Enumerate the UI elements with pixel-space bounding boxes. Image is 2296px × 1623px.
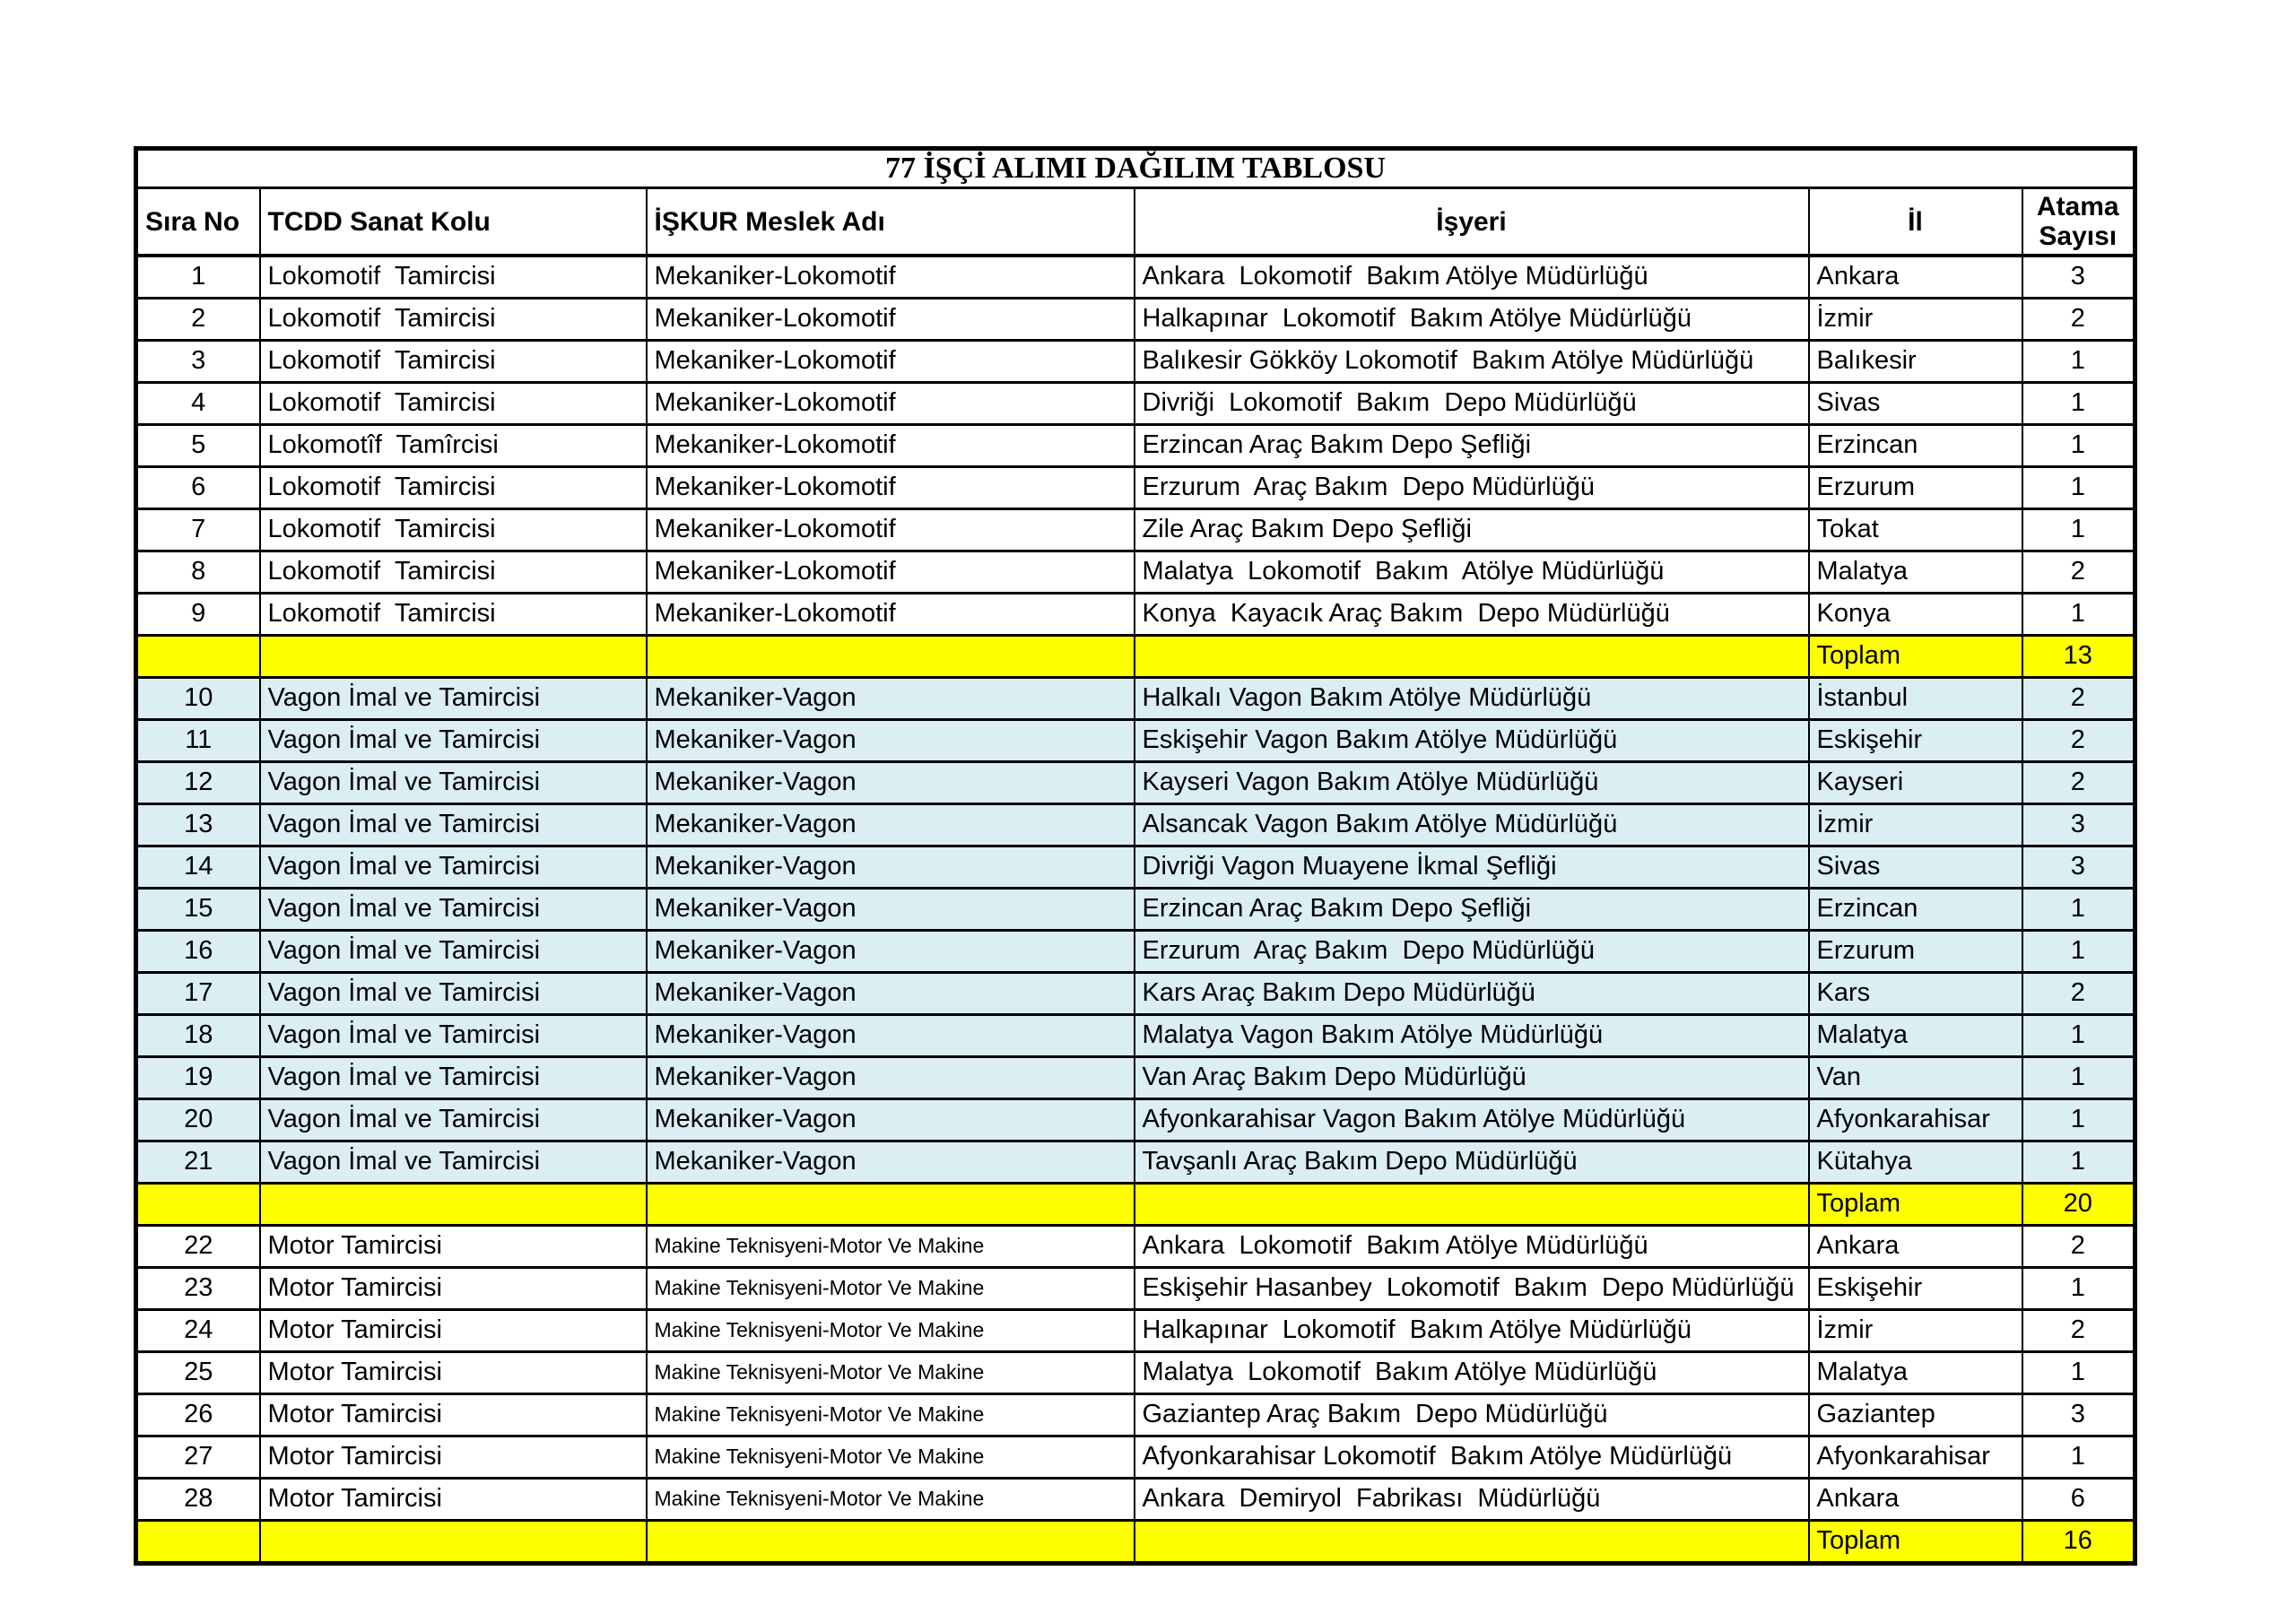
distribution-table <box>134 146 2137 1566</box>
cell-il: İstanbul <box>1809 678 2022 720</box>
title-row <box>136 149 2135 188</box>
cell-isyeri: Afyonkarahisar Vagon Bakım Atölye Müdürlüğü <box>1135 1099 1809 1141</box>
cell-iskur: Mekaniker-Vagon <box>647 1015 1135 1057</box>
cell-il: Erzurum <box>1809 467 2022 509</box>
cell-atama: 1 <box>2022 383 2135 425</box>
cell-il: Ankara <box>1809 1226 2022 1268</box>
cell-il: Balıkesir <box>1809 341 2022 383</box>
cell-iskur: Mekaniker-Lokomotif <box>647 594 1135 636</box>
header-row <box>136 188 2135 256</box>
table-row <box>136 931 2135 973</box>
cell-tcdd-empty <box>260 636 647 678</box>
cell-isyeri-empty <box>1135 1521 1809 1564</box>
cell-atama: 1 <box>2022 1352 2135 1394</box>
cell-iskur: Mekaniker-Lokomotif <box>647 383 1135 425</box>
cell-tcdd: Vagon İmal ve Tamircisi <box>260 1141 647 1184</box>
cell-tcdd: Lokomotif Tamircisi <box>260 383 647 425</box>
cell-tcdd: Vagon İmal ve Tamircisi <box>260 1099 647 1141</box>
cell-tcdd: Vagon İmal ve Tamircisi <box>260 720 647 762</box>
cell-isyeri: Erzurum Araç Bakım Depo Müdürlüğü <box>1135 467 1809 509</box>
cell-sira-empty <box>136 1184 260 1226</box>
cell-il: Erzurum <box>1809 931 2022 973</box>
cell-isyeri: Kayseri Vagon Bakım Atölye Müdürlüğü <box>1135 762 1809 804</box>
cell-iskur: Mekaniker-Vagon <box>647 678 1135 720</box>
cell-il: Tokat <box>1809 509 2022 551</box>
cell-il: Kayseri <box>1809 762 2022 804</box>
cell-sira: 21 <box>136 1141 260 1184</box>
cell-il: Kars <box>1809 973 2022 1015</box>
cell-sira: 2 <box>136 299 260 341</box>
cell-isyeri: Malatya Lokomotif Bakım Atölye Müdürlüğü <box>1135 551 1809 594</box>
cell-il: Malatya <box>1809 1352 2022 1394</box>
cell-sira: 17 <box>136 973 260 1015</box>
cell-isyeri: Van Araç Bakım Depo Müdürlüğü <box>1135 1057 1809 1099</box>
cell-sira: 11 <box>136 720 260 762</box>
cell-iskur: Mekaniker-Vagon <box>647 846 1135 889</box>
cell-iskur: Mekaniker-Lokomotif <box>647 299 1135 341</box>
cell-iskur: Makine Teknisyeni-Motor Ve Makine <box>647 1436 1135 1479</box>
cell-il: Kütahya <box>1809 1141 2022 1184</box>
cell-tcdd: Motor Tamircisi <box>260 1436 647 1479</box>
total-value: 20 <box>2022 1184 2135 1226</box>
total-row <box>136 636 2135 678</box>
cell-atama: 3 <box>2022 846 2135 889</box>
cell-tcdd: Lokomotif Tamircisi <box>260 299 647 341</box>
cell-atama: 1 <box>2022 341 2135 383</box>
table-row <box>136 256 2135 299</box>
table-row <box>136 1310 2135 1352</box>
cell-isyeri: Gaziantep Araç Bakım Depo Müdürlüğü <box>1135 1394 1809 1436</box>
cell-il: Sivas <box>1809 846 2022 889</box>
total-label: Toplam <box>1809 1521 2022 1564</box>
cell-tcdd: Vagon İmal ve Tamircisi <box>260 678 647 720</box>
cell-atama: 3 <box>2022 256 2135 299</box>
table-row <box>136 846 2135 889</box>
cell-atama: 1 <box>2022 1141 2135 1184</box>
cell-iskur-empty <box>647 1184 1135 1226</box>
table-row <box>136 1099 2135 1141</box>
cell-il: İzmir <box>1809 804 2022 846</box>
cell-sira-empty <box>136 1521 260 1564</box>
cell-sira: 20 <box>136 1099 260 1141</box>
cell-tcdd: Vagon İmal ve Tamircisi <box>260 973 647 1015</box>
cell-tcdd-empty <box>260 1521 647 1564</box>
cell-iskur: Mekaniker-Lokomotif <box>647 425 1135 467</box>
cell-il: Ankara <box>1809 1479 2022 1521</box>
table-row <box>136 467 2135 509</box>
cell-isyeri-empty <box>1135 1184 1809 1226</box>
cell-tcdd: Vagon İmal ve Tamircisi <box>260 846 647 889</box>
table-row <box>136 762 2135 804</box>
cell-sira: 22 <box>136 1226 260 1268</box>
cell-sira: 27 <box>136 1436 260 1479</box>
cell-tcdd: Lokomotif Tamircisi <box>260 256 647 299</box>
table-row <box>136 1268 2135 1310</box>
cell-atama: 2 <box>2022 1310 2135 1352</box>
cell-atama: 6 <box>2022 1479 2135 1521</box>
table-row <box>136 1141 2135 1184</box>
table-row <box>136 1352 2135 1394</box>
cell-atama: 2 <box>2022 762 2135 804</box>
cell-tcdd-empty <box>260 1184 647 1226</box>
cell-iskur: Makine Teknisyeni-Motor Ve Makine <box>647 1394 1135 1436</box>
cell-atama: 2 <box>2022 299 2135 341</box>
cell-sira: 7 <box>136 509 260 551</box>
cell-tcdd: Lokomotîf Tamîrcisi <box>260 425 647 467</box>
table-row <box>136 551 2135 594</box>
col-header-tcdd-sanat-kolu: TCDD Sanat Kolu <box>260 188 647 256</box>
cell-il: Afyonkarahisar <box>1809 1099 2022 1141</box>
cell-sira: 6 <box>136 467 260 509</box>
cell-isyeri: Ankara Demiryol Fabrikası Müdürlüğü <box>1135 1479 1809 1521</box>
page-title: 77 İŞÇİ ALIMI DAĞILIM TABLOSU <box>136 149 2135 188</box>
cell-atama: 2 <box>2022 720 2135 762</box>
cell-il: Van <box>1809 1057 2022 1099</box>
cell-iskur: Mekaniker-Vagon <box>647 762 1135 804</box>
cell-atama: 1 <box>2022 425 2135 467</box>
cell-il: Konya <box>1809 594 2022 636</box>
cell-iskur: Makine Teknisyeni-Motor Ve Makine <box>647 1310 1135 1352</box>
table-row <box>136 594 2135 636</box>
cell-atama: 2 <box>2022 1226 2135 1268</box>
cell-atama: 2 <box>2022 551 2135 594</box>
table-row <box>136 804 2135 846</box>
cell-isyeri: Konya Kayacık Araç Bakım Depo Müdürlüğü <box>1135 594 1809 636</box>
table-body <box>136 149 2135 1564</box>
cell-sira: 4 <box>136 383 260 425</box>
cell-iskur: Mekaniker-Vagon <box>647 1057 1135 1099</box>
cell-sira: 14 <box>136 846 260 889</box>
table-row <box>136 509 2135 551</box>
cell-sira: 1 <box>136 256 260 299</box>
cell-sira: 15 <box>136 889 260 931</box>
cell-tcdd: Vagon İmal ve Tamircisi <box>260 1057 647 1099</box>
cell-sira: 19 <box>136 1057 260 1099</box>
cell-iskur: Makine Teknisyeni-Motor Ve Makine <box>647 1268 1135 1310</box>
cell-sira-empty <box>136 636 260 678</box>
col-header-iskur-meslek-adi: İŞKUR Meslek Adı <box>647 188 1135 256</box>
cell-atama: 1 <box>2022 1015 2135 1057</box>
cell-iskur: Mekaniker-Vagon <box>647 1141 1135 1184</box>
cell-tcdd: Lokomotif Tamircisi <box>260 594 647 636</box>
cell-tcdd: Lokomotif Tamircisi <box>260 551 647 594</box>
total-row <box>136 1184 2135 1226</box>
cell-isyeri: Halkalı Vagon Bakım Atölye Müdürlüğü <box>1135 678 1809 720</box>
cell-tcdd: Motor Tamircisi <box>260 1479 647 1521</box>
cell-sira: 10 <box>136 678 260 720</box>
cell-tcdd: Motor Tamircisi <box>260 1352 647 1394</box>
table-row <box>136 720 2135 762</box>
cell-atama: 1 <box>2022 931 2135 973</box>
total-value: 13 <box>2022 636 2135 678</box>
cell-iskur: Makine Teknisyeni-Motor Ve Makine <box>647 1479 1135 1521</box>
cell-tcdd: Lokomotif Tamircisi <box>260 509 647 551</box>
cell-sira: 18 <box>136 1015 260 1057</box>
cell-il: Afyonkarahisar <box>1809 1436 2022 1479</box>
cell-il: Erzincan <box>1809 889 2022 931</box>
cell-isyeri: Kars Araç Bakım Depo Müdürlüğü <box>1135 973 1809 1015</box>
cell-isyeri: Divriği Lokomotif Bakım Depo Müdürlüğü <box>1135 383 1809 425</box>
cell-atama: 1 <box>2022 594 2135 636</box>
cell-tcdd: Vagon İmal ve Tamircisi <box>260 762 647 804</box>
cell-isyeri: Eskişehir Vagon Bakım Atölye Müdürlüğü <box>1135 720 1809 762</box>
col-header-atama-sayisi: Atama Sayısı <box>2022 188 2135 256</box>
cell-tcdd: Vagon İmal ve Tamircisi <box>260 889 647 931</box>
col-header-sira-no: Sıra No <box>136 188 260 256</box>
cell-isyeri: Malatya Lokomotif Bakım Atölye Müdürlüğü <box>1135 1352 1809 1394</box>
cell-iskur: Mekaniker-Vagon <box>647 973 1135 1015</box>
table-row <box>136 341 2135 383</box>
cell-il: İzmir <box>1809 1310 2022 1352</box>
cell-sira: 12 <box>136 762 260 804</box>
cell-iskur: Mekaniker-Lokomotif <box>647 256 1135 299</box>
cell-iskur-empty <box>647 636 1135 678</box>
cell-il: Gaziantep <box>1809 1394 2022 1436</box>
cell-iskur: Mekaniker-Lokomotif <box>647 509 1135 551</box>
cell-atama: 1 <box>2022 467 2135 509</box>
cell-isyeri: Malatya Vagon Bakım Atölye Müdürlüğü <box>1135 1015 1809 1057</box>
cell-atama: 1 <box>2022 1268 2135 1310</box>
cell-isyeri: Balıkesir Gökköy Lokomotif Bakım Atölye Müdürlüğü <box>1135 341 1809 383</box>
cell-isyeri: Halkapınar Lokomotif Bakım Atölye Müdürlüğü <box>1135 1310 1809 1352</box>
cell-tcdd: Motor Tamircisi <box>260 1268 647 1310</box>
cell-sira: 26 <box>136 1394 260 1436</box>
table-row <box>136 678 2135 720</box>
cell-tcdd: Vagon İmal ve Tamircisi <box>260 804 647 846</box>
cell-isyeri: Tavşanlı Araç Bakım Depo Müdürlüğü <box>1135 1141 1809 1184</box>
total-label: Toplam <box>1809 1184 2022 1226</box>
table-row <box>136 1015 2135 1057</box>
cell-sira: 23 <box>136 1268 260 1310</box>
cell-isyeri-empty <box>1135 636 1809 678</box>
cell-il: Malatya <box>1809 1015 2022 1057</box>
cell-tcdd: Lokomotif Tamircisi <box>260 341 647 383</box>
cell-atama: 1 <box>2022 1099 2135 1141</box>
cell-iskur: Mekaniker-Lokomotif <box>647 341 1135 383</box>
cell-sira: 3 <box>136 341 260 383</box>
cell-isyeri: Ankara Lokomotif Bakım Atölye Müdürlüğü <box>1135 1226 1809 1268</box>
cell-iskur: Makine Teknisyeni-Motor Ve Makine <box>647 1352 1135 1394</box>
total-value: 16 <box>2022 1521 2135 1564</box>
cell-sira: 24 <box>136 1310 260 1352</box>
cell-isyeri: Erzincan Araç Bakım Depo Şefliği <box>1135 425 1809 467</box>
cell-isyeri: Halkapınar Lokomotif Bakım Atölye Müdürlüğü <box>1135 299 1809 341</box>
cell-tcdd: Motor Tamircisi <box>260 1226 647 1268</box>
cell-isyeri: Afyonkarahisar Lokomotif Bakım Atölye Müdürlüğü <box>1135 1436 1809 1479</box>
cell-il: Erzincan <box>1809 425 2022 467</box>
cell-il: Ankara <box>1809 256 2022 299</box>
cell-isyeri: Divriği Vagon Muayene İkmal Şefliği <box>1135 846 1809 889</box>
table-row <box>136 1057 2135 1099</box>
total-label: Toplam <box>1809 636 2022 678</box>
cell-sira: 25 <box>136 1352 260 1394</box>
total-row <box>136 1521 2135 1564</box>
cell-tcdd: Motor Tamircisi <box>260 1394 647 1436</box>
table-row <box>136 1436 2135 1479</box>
table-row <box>136 1226 2135 1268</box>
cell-iskur: Makine Teknisyeni-Motor Ve Makine <box>647 1226 1135 1268</box>
table-row <box>136 973 2135 1015</box>
cell-isyeri: Eskişehir Hasanbey Lokomotif Bakım Depo Müdürlüğü <box>1135 1268 1809 1310</box>
cell-atama: 3 <box>2022 804 2135 846</box>
cell-atama: 3 <box>2022 1394 2135 1436</box>
cell-atama: 2 <box>2022 678 2135 720</box>
cell-tcdd: Vagon İmal ve Tamircisi <box>260 1015 647 1057</box>
table-row <box>136 889 2135 931</box>
cell-sira: 28 <box>136 1479 260 1521</box>
cell-il: Sivas <box>1809 383 2022 425</box>
cell-atama: 1 <box>2022 1057 2135 1099</box>
cell-iskur: Mekaniker-Vagon <box>647 1099 1135 1141</box>
cell-isyeri: Ankara Lokomotif Bakım Atölye Müdürlüğü <box>1135 256 1809 299</box>
table-row <box>136 383 2135 425</box>
cell-isyeri: Zile Araç Bakım Depo Şefliği <box>1135 509 1809 551</box>
cell-atama: 1 <box>2022 509 2135 551</box>
cell-atama: 1 <box>2022 1436 2135 1479</box>
cell-iskur: Mekaniker-Lokomotif <box>647 551 1135 594</box>
col-header-isyeri: İşyeri <box>1135 188 1809 256</box>
cell-sira: 16 <box>136 931 260 973</box>
cell-iskur-empty <box>647 1521 1135 1564</box>
cell-iskur: Mekaniker-Vagon <box>647 931 1135 973</box>
cell-iskur: Mekaniker-Vagon <box>647 889 1135 931</box>
table-row <box>136 1394 2135 1436</box>
table-row <box>136 425 2135 467</box>
cell-iskur: Mekaniker-Lokomotif <box>647 467 1135 509</box>
cell-sira: 5 <box>136 425 260 467</box>
cell-sira: 13 <box>136 804 260 846</box>
col-header-il: İl <box>1809 188 2022 256</box>
cell-iskur: Mekaniker-Vagon <box>647 720 1135 762</box>
table-row <box>136 299 2135 341</box>
cell-isyeri: Erzincan Araç Bakım Depo Şefliği <box>1135 889 1809 931</box>
cell-isyeri: Alsancak Vagon Bakım Atölye Müdürlüğü <box>1135 804 1809 846</box>
cell-iskur: Mekaniker-Vagon <box>647 804 1135 846</box>
cell-isyeri: Erzurum Araç Bakım Depo Müdürlüğü <box>1135 931 1809 973</box>
cell-atama: 2 <box>2022 973 2135 1015</box>
cell-atama: 1 <box>2022 889 2135 931</box>
cell-il: İzmir <box>1809 299 2022 341</box>
cell-il: Eskişehir <box>1809 1268 2022 1310</box>
cell-tcdd: Lokomotif Tamircisi <box>260 467 647 509</box>
cell-il: Eskişehir <box>1809 720 2022 762</box>
cell-tcdd: Vagon İmal ve Tamircisi <box>260 931 647 973</box>
cell-tcdd: Motor Tamircisi <box>260 1310 647 1352</box>
cell-sira: 8 <box>136 551 260 594</box>
cell-sira: 9 <box>136 594 260 636</box>
table-row <box>136 1479 2135 1521</box>
cell-il: Malatya <box>1809 551 2022 594</box>
